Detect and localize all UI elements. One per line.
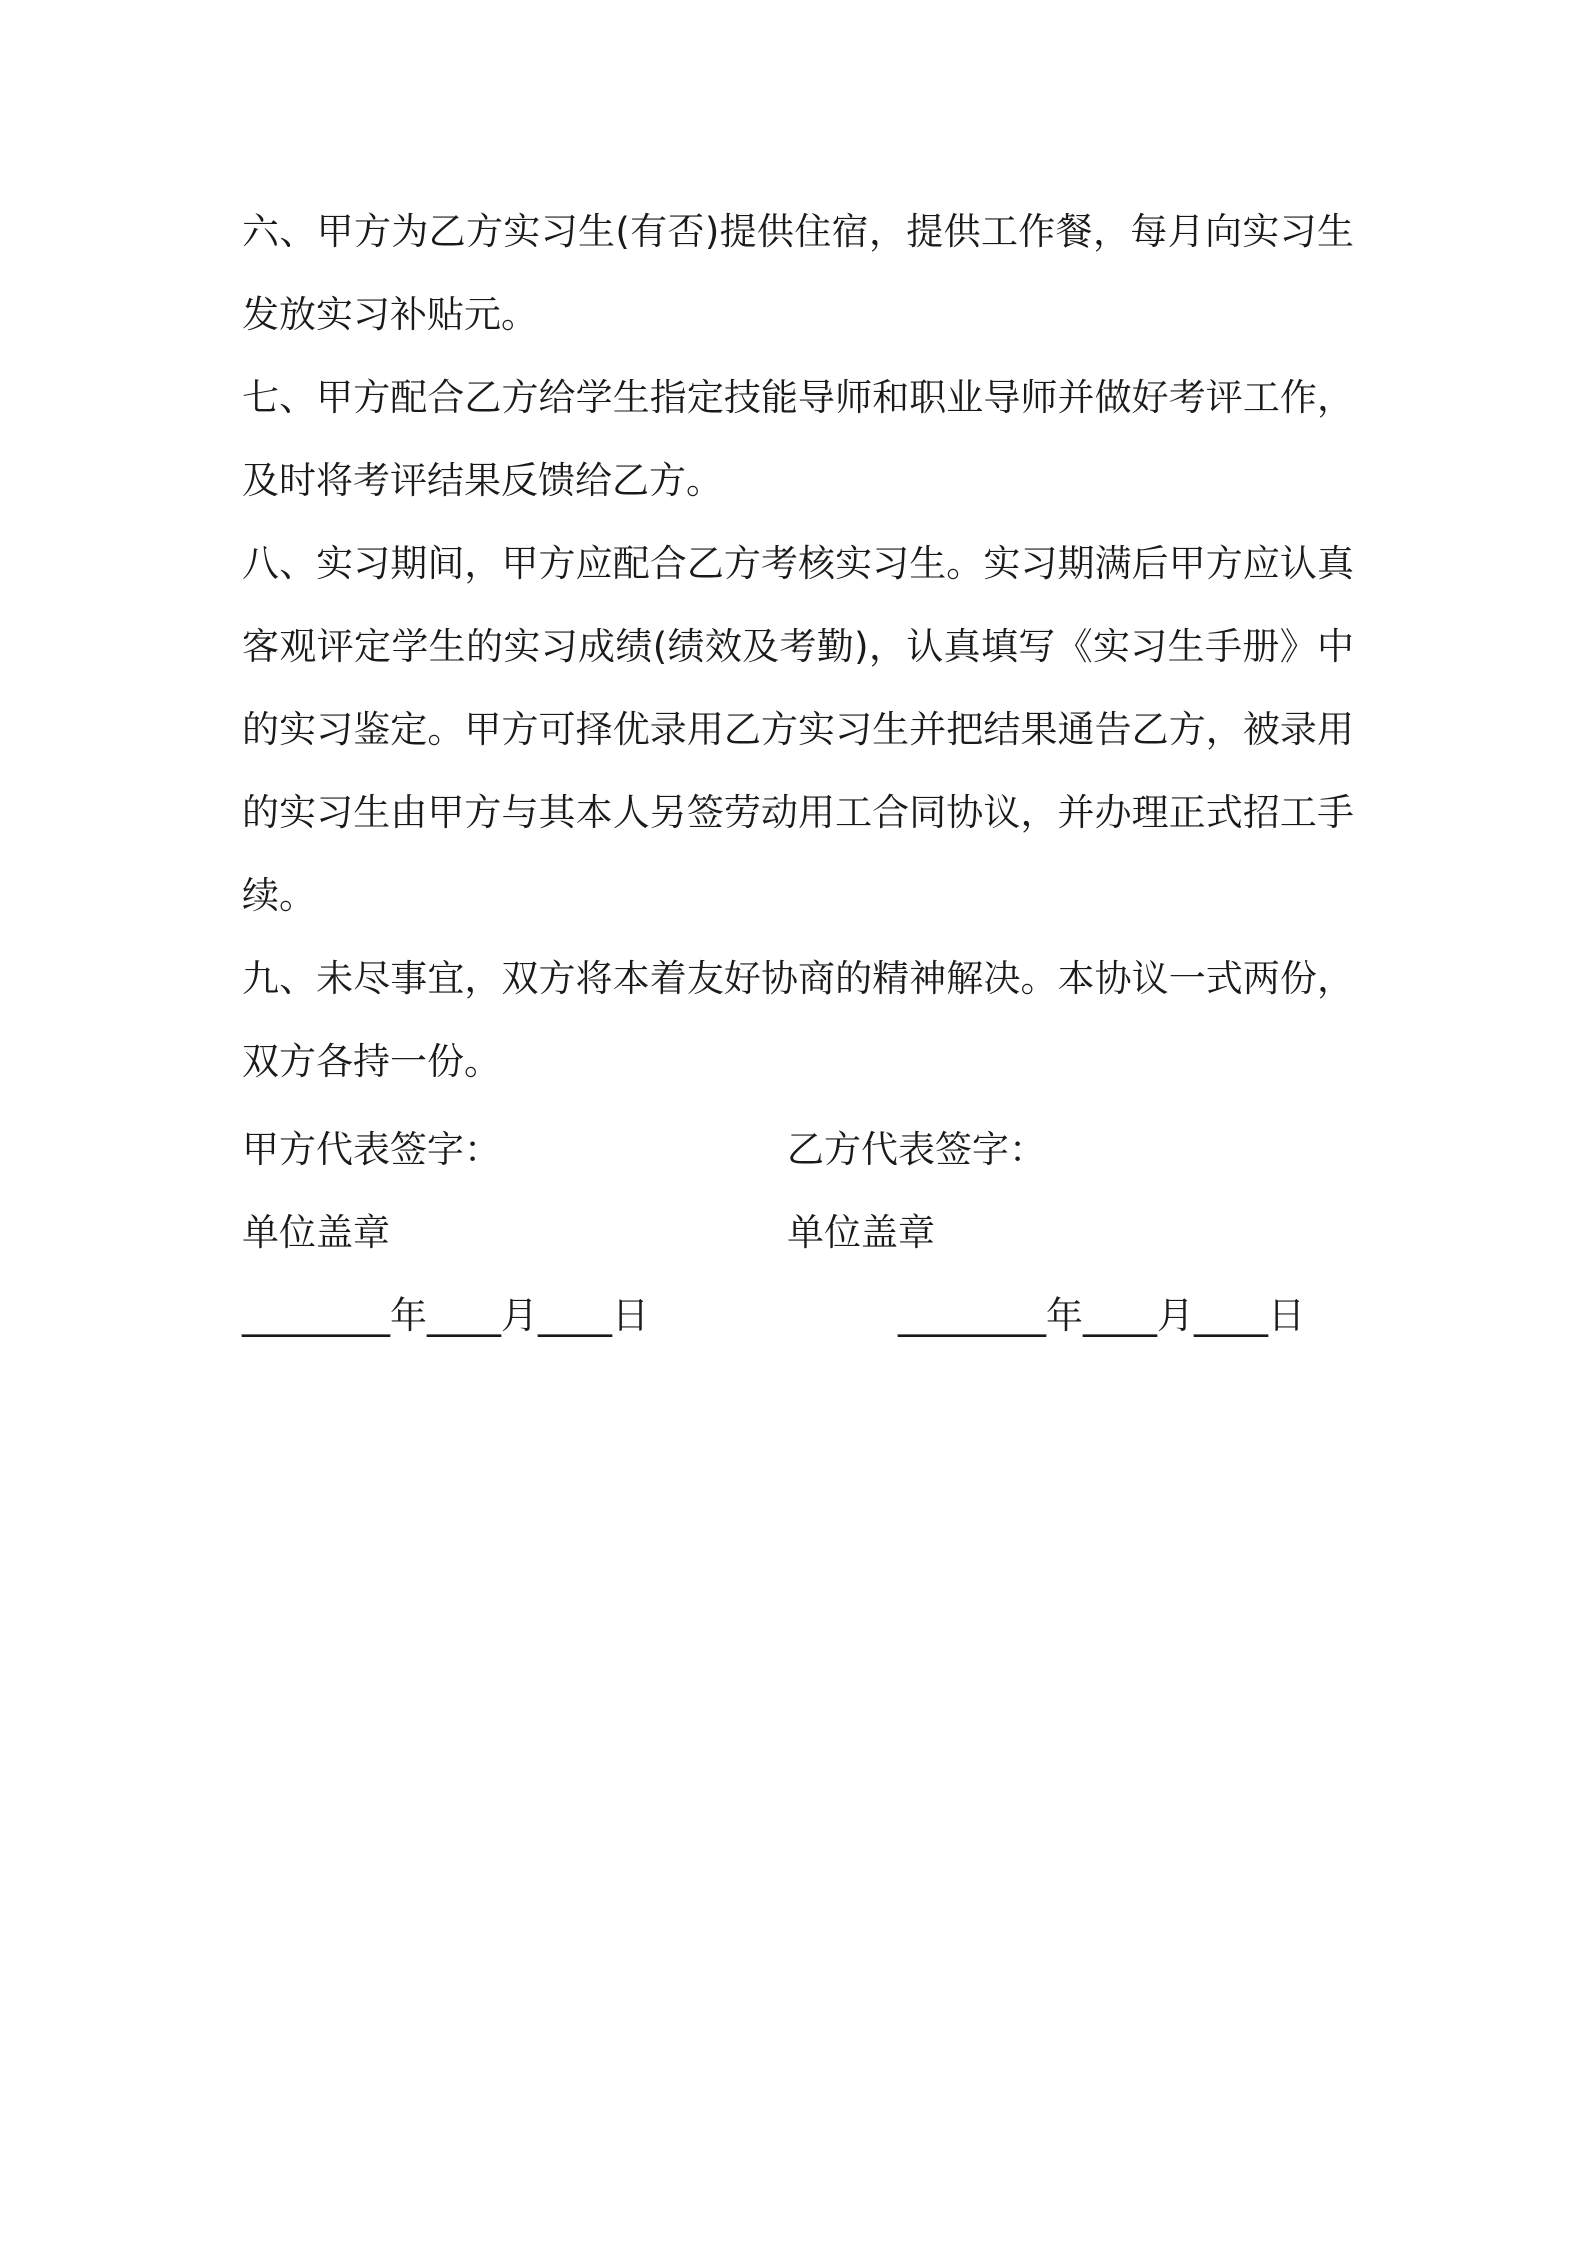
date-row: [242, 1286, 1354, 1346]
clause-7: 七、甲方配合乙方给学生指定技能导师和职业导师并做好考评工作，及时将考评结果反馈给乙方。: [242, 376, 1354, 502]
clause-8: 八、实习期间，甲方应配合乙方考核实习生。实习期满后甲方应认真客观评定学生的实习成绩(绩效及考勤)，认真填写《实习生手册》中的实习鉴定。甲方可择优录用乙方实习生并把结果通告乙方，被录用的实习生由甲方与其本人另签劳动用工合同协议，并办理正式招工手续。: [242, 542, 1354, 917]
party-a-date-line: ________年____月____日: [242, 1294, 649, 1337]
seal-row: [242, 1203, 1354, 1263]
clause-6: 六、甲方为乙方实习生(有否)提供住宿，提供工作餐，每月向实习生发放实习补贴元。: [242, 210, 1354, 336]
signature-row: [242, 1120, 1354, 1180]
party-b-date-line: ________年____月____日: [898, 1294, 1305, 1337]
clause-9: 九、未尽事宜，双方将本着友好协商的精神解决。本协议一式两份，双方各持一份。: [242, 957, 1354, 1083]
party-b-seal-label: 单位盖章: [787, 1211, 935, 1254]
party-a-rep-label: 甲方代表签字：: [242, 1128, 501, 1171]
agreement-body: [242, 190, 1354, 1103]
party-a-seal-label: 单位盖章: [242, 1211, 390, 1254]
party-b-rep-label: 乙方代表签字：: [787, 1128, 1046, 1171]
